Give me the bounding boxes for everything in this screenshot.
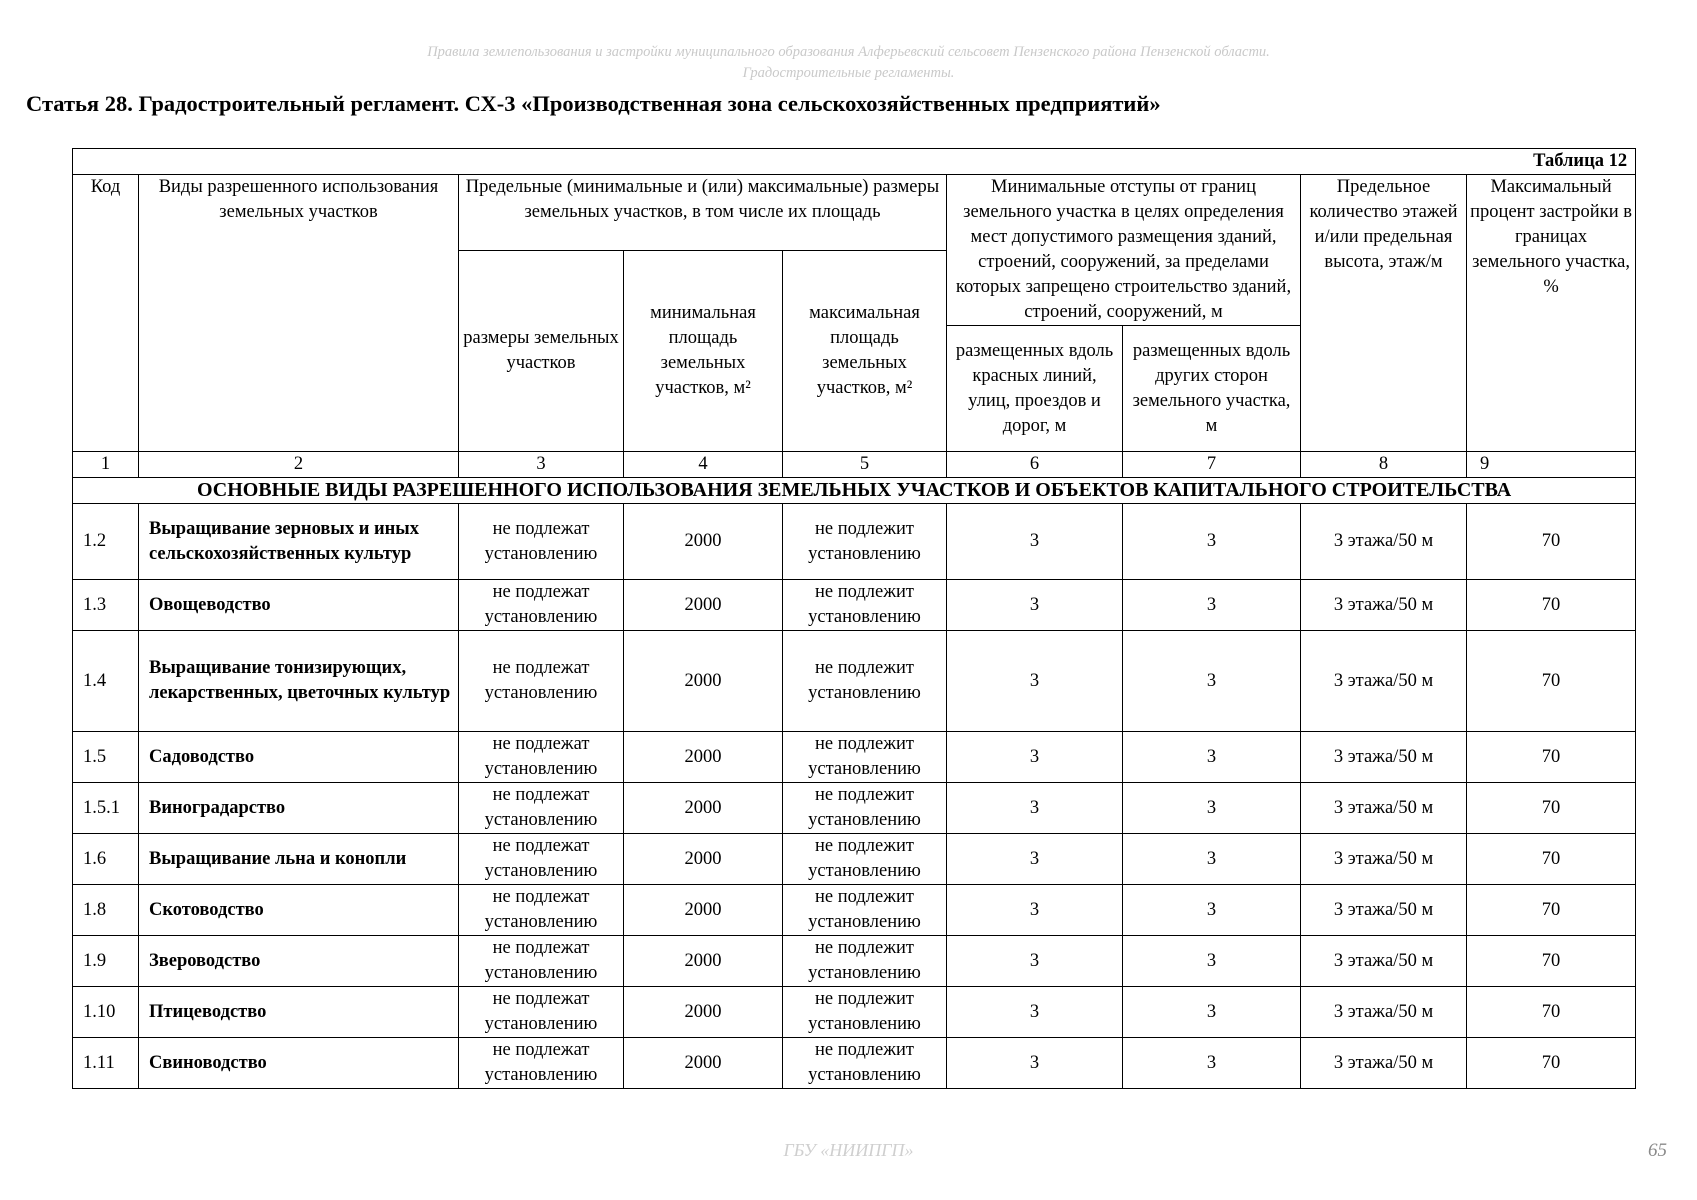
row-sizes: не подлежат установлению	[459, 783, 624, 834]
row-floors: 3 этажа/50 м	[1301, 783, 1467, 834]
row-setback-red: 3	[947, 834, 1123, 885]
row-sizes: не подлежат установлению	[459, 834, 624, 885]
column-numbers-row	[73, 452, 1636, 478]
header-max-area: максимальная площадь земельных участков, м²	[783, 251, 947, 452]
row-setback-other: 3	[1123, 936, 1301, 987]
row-min-area: 2000	[624, 631, 783, 732]
table-body	[73, 504, 1636, 1089]
row-sizes: не подлежат установлению	[459, 885, 624, 936]
row-coverage: 70	[1467, 936, 1636, 987]
header-row-1	[73, 175, 1636, 251]
column-number: 1	[73, 452, 139, 478]
column-number: 8	[1301, 452, 1467, 478]
row-max-area: не подлежит установлению	[783, 987, 947, 1038]
row-setback-red: 3	[947, 580, 1123, 631]
row-floors: 3 этажа/50 м	[1301, 885, 1467, 936]
row-code: 1.3	[73, 580, 139, 631]
row-code: 1.4	[73, 631, 139, 732]
row-max-area: не подлежит установлению	[783, 783, 947, 834]
table-row	[73, 580, 1636, 631]
row-floors: 3 этажа/50 м	[1301, 580, 1467, 631]
header-setback-other: размещенных вдоль других сторон земельного участка, м	[1123, 326, 1301, 452]
table-header	[73, 149, 1636, 504]
row-use: Птицеводство	[139, 987, 459, 1038]
header-setbacks-group: Минимальные отступы от границ земельного участка в целях определения мест допустимого размещения зданий, строений, сооружений, за пределами которых запрещено строительство зданий, строений, сооружений, м	[947, 175, 1301, 326]
table-caption: Таблица 12	[73, 149, 1636, 175]
article-title: Статья 28. Градостроительный регламент. СХ-3 «Производственная зона сельскохозяйственных предприятий»	[26, 91, 1161, 116]
row-floors: 3 этажа/50 м	[1301, 504, 1467, 580]
row-setback-other: 3	[1123, 732, 1301, 783]
row-code: 1.6	[73, 834, 139, 885]
row-coverage: 70	[1467, 987, 1636, 1038]
row-sizes: не подлежат установлению	[459, 1038, 624, 1089]
page-number: 65	[1648, 1140, 1667, 1161]
column-number: 2	[139, 452, 459, 478]
row-setback-other: 3	[1123, 834, 1301, 885]
row-sizes: не подлежат установлению	[459, 631, 624, 732]
row-use: Выращивание зерновых и иных сельскохозяйственных культур	[139, 504, 459, 580]
row-min-area: 2000	[624, 834, 783, 885]
row-setback-other: 3	[1123, 580, 1301, 631]
row-setback-red: 3	[947, 631, 1123, 732]
row-sizes: не подлежат установлению	[459, 987, 624, 1038]
header-sizes-group: Предельные (минимальные и (или) максимальные) размеры земельных участков, в том числе их площадь	[459, 175, 947, 251]
row-floors: 3 этажа/50 м	[1301, 987, 1467, 1038]
row-max-area: не подлежит установлению	[783, 580, 947, 631]
table-row	[73, 834, 1636, 885]
row-sizes: не подлежат установлению	[459, 936, 624, 987]
header-floors: Предельное количество этажей и/или предельная высота, этаж/м	[1301, 175, 1467, 452]
header-use: Виды разрешенного использования земельных участков	[139, 175, 459, 452]
row-coverage: 70	[1467, 732, 1636, 783]
table-row	[73, 732, 1636, 783]
row-use: Выращивание льна и конопли	[139, 834, 459, 885]
row-setback-red: 3	[947, 504, 1123, 580]
running-header-line-1: Правила землепользования и застройки муниципального образования Алферьевский сельсовет Пензенского района Пензенской области.	[427, 44, 1270, 60]
row-use: Выращивание тонизирующих, лекарственных, цветочных культур	[139, 631, 459, 732]
row-min-area: 2000	[624, 885, 783, 936]
row-min-area: 2000	[624, 987, 783, 1038]
column-number: 3	[459, 452, 624, 478]
row-setback-other: 3	[1123, 885, 1301, 936]
row-floors: 3 этажа/50 м	[1301, 936, 1467, 987]
row-floors: 3 этажа/50 м	[1301, 1038, 1467, 1089]
row-use: Свиноводство	[139, 1038, 459, 1089]
footer-organization: ГБУ «НИИПГП»	[783, 1140, 914, 1160]
table-row	[73, 631, 1636, 732]
row-sizes: не подлежат установлению	[459, 732, 624, 783]
row-setback-other: 3	[1123, 504, 1301, 580]
row-coverage: 70	[1467, 783, 1636, 834]
column-number: 9	[1467, 452, 1636, 478]
row-use: Виноградарство	[139, 783, 459, 834]
row-sizes: не подлежат установлению	[459, 504, 624, 580]
table-row	[73, 783, 1636, 834]
row-coverage: 70	[1467, 834, 1636, 885]
header-min-area: минимальная площадь земельных участков, м²	[624, 251, 783, 452]
row-setback-red: 3	[947, 732, 1123, 783]
column-number: 5	[783, 452, 947, 478]
row-code: 1.9	[73, 936, 139, 987]
table-caption-row	[73, 149, 1636, 175]
row-max-area: не подлежит установлению	[783, 885, 947, 936]
column-number: 7	[1123, 452, 1301, 478]
header-code: Код	[73, 175, 139, 452]
row-min-area: 2000	[624, 1038, 783, 1089]
regulation-table	[72, 148, 1636, 1089]
row-setback-other: 3	[1123, 987, 1301, 1038]
row-min-area: 2000	[624, 936, 783, 987]
row-code: 1.5	[73, 732, 139, 783]
row-max-area: не подлежит установлению	[783, 1038, 947, 1089]
row-code: 1.10	[73, 987, 139, 1038]
row-coverage: 70	[1467, 1038, 1636, 1089]
table-row	[73, 885, 1636, 936]
row-setback-other: 3	[1123, 631, 1301, 732]
section-title: ОСНОВНЫЕ ВИДЫ РАЗРЕШЕННОГО ИСПОЛЬЗОВАНИЯ ЗЕМЕЛЬНЫХ УЧАСТКОВ И ОБЪЕКТОВ КАПИТАЛЬНОГО СТРОИТЕЛЬСТВА	[73, 478, 1636, 504]
row-use: Овощеводство	[139, 580, 459, 631]
row-setback-other: 3	[1123, 783, 1301, 834]
row-max-area: не подлежит установлению	[783, 834, 947, 885]
table-row	[73, 1038, 1636, 1089]
row-setback-red: 3	[947, 1038, 1123, 1089]
row-min-area: 2000	[624, 580, 783, 631]
table-row	[73, 936, 1636, 987]
row-coverage: 70	[1467, 504, 1636, 580]
running-header-line-2: Градостроительные регламенты.	[742, 65, 955, 81]
row-use: Скотоводство	[139, 885, 459, 936]
header-coverage: Максимальный процент застройки в границах земельного участка, %	[1467, 175, 1636, 452]
running-header	[0, 42, 1697, 84]
row-use: Звероводство	[139, 936, 459, 987]
row-setback-red: 3	[947, 987, 1123, 1038]
row-code: 1.5.1	[73, 783, 139, 834]
header-setback-red: размещенных вдоль красных линий, улиц, проездов и дорог, м	[947, 326, 1123, 452]
row-min-area: 2000	[624, 783, 783, 834]
row-code: 1.11	[73, 1038, 139, 1089]
row-floors: 3 этажа/50 м	[1301, 631, 1467, 732]
section-row	[73, 478, 1636, 504]
row-min-area: 2000	[624, 504, 783, 580]
row-setback-red: 3	[947, 936, 1123, 987]
header-sizes: размеры земельных участков	[459, 251, 624, 452]
column-number: 6	[947, 452, 1123, 478]
table-row	[73, 504, 1636, 580]
table-row	[73, 987, 1636, 1038]
row-coverage: 70	[1467, 580, 1636, 631]
row-max-area: не подлежит установлению	[783, 631, 947, 732]
row-max-area: не подлежит установлению	[783, 936, 947, 987]
row-sizes: не подлежат установлению	[459, 580, 624, 631]
row-code: 1.8	[73, 885, 139, 936]
column-number: 4	[624, 452, 783, 478]
row-max-area: не подлежит установлению	[783, 504, 947, 580]
row-use: Садоводство	[139, 732, 459, 783]
row-setback-red: 3	[947, 885, 1123, 936]
row-code: 1.2	[73, 504, 139, 580]
row-floors: 3 этажа/50 м	[1301, 834, 1467, 885]
row-coverage: 70	[1467, 885, 1636, 936]
row-floors: 3 этажа/50 м	[1301, 732, 1467, 783]
row-setback-red: 3	[947, 783, 1123, 834]
row-setback-other: 3	[1123, 1038, 1301, 1089]
row-max-area: не подлежит установлению	[783, 732, 947, 783]
row-min-area: 2000	[624, 732, 783, 783]
row-coverage: 70	[1467, 631, 1636, 732]
